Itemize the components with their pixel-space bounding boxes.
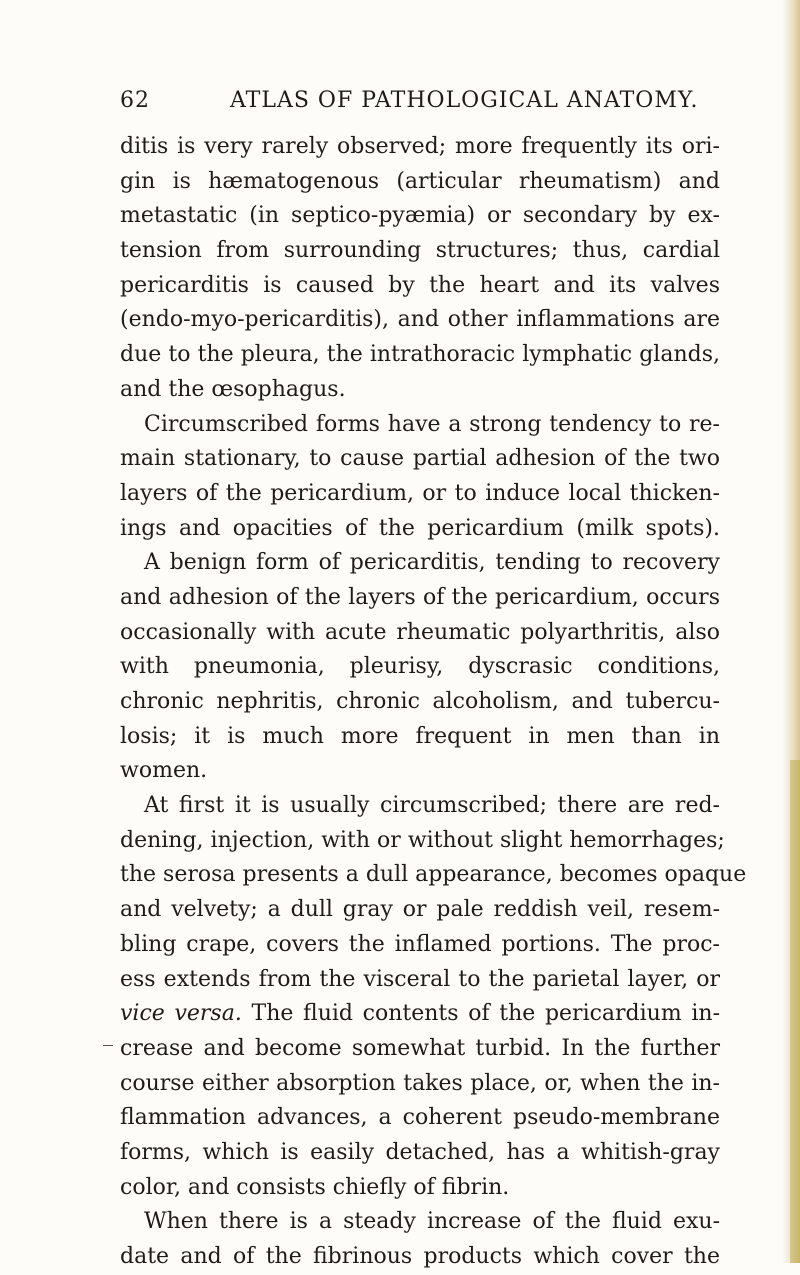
text-line: layers of the pericardium, or to induce local thicken- bbox=[120, 480, 720, 506]
margin-mark bbox=[103, 1045, 113, 1047]
page-edge-shading-lower bbox=[790, 760, 800, 1263]
text-line: date and of the fibrinous products which cover the bbox=[120, 1244, 720, 1269]
text-line: gin is hæmatogenous (articular rheumatism) and bbox=[120, 168, 720, 194]
text-line: Circumscribed forms have a strong tendency to re- bbox=[144, 411, 720, 437]
text-line: chronic nephritis, chronic alcoholism, and tubercu- bbox=[120, 689, 720, 714]
text-line: and the œsophagus. bbox=[120, 376, 346, 402]
text-line: ditis is very rarely observed; more frequently its ori- bbox=[120, 134, 720, 159]
text-line: main stationary, to cause partial adhesion of the two bbox=[120, 446, 720, 472]
text-line: and velvety; a dull gray or pale reddish veil, resem- bbox=[120, 897, 720, 923]
page-header bbox=[120, 88, 720, 124]
text-line: with pneumonia, pleurisy, dyscrasic conditions, bbox=[120, 654, 720, 680]
text-line: ess extends from the visceral to the parietal layer, or bbox=[120, 966, 720, 992]
text-line: crease and become somewhat turbid. In the further bbox=[120, 1035, 720, 1061]
text-line: and adhesion of the layers of the pericardium, occurs bbox=[120, 584, 720, 610]
text-line: due to the pleura, the intrathoracic lymphatic glands, bbox=[120, 342, 720, 368]
text-line: A benign form of pericarditis, tending to recovery bbox=[144, 550, 720, 576]
text-line: ings and opacities of the pericardium (milk spots). bbox=[120, 515, 720, 541]
text-line: course either absorption takes place, or, when the in- bbox=[120, 1070, 720, 1096]
text-line: women. bbox=[120, 758, 208, 784]
text-line-rest: The fluid contents of the pericardium in- bbox=[251, 1001, 721, 1027]
text-line: dening, injection, with or without slight hemorrhages; bbox=[120, 827, 725, 853]
body-text bbox=[120, 130, 747, 1275]
text-line: pericarditis is caused by the heart and its valves bbox=[120, 272, 720, 298]
text-line: (endo-myo-pericarditis), and other inflammations are bbox=[120, 307, 720, 333]
text-line: color, and consists chiefly of fibrin. bbox=[120, 1174, 510, 1200]
text-line: the serosa presents a dull appearance, becomes opaque bbox=[120, 862, 747, 888]
page-number: 62 bbox=[120, 88, 150, 113]
text-line: tension from surrounding structures; thus, cardial bbox=[120, 238, 720, 264]
running-head: ATLAS OF PATHOLOGICAL ANATOMY. bbox=[230, 88, 699, 113]
text-line: When there is a steady increase of the fluid exu- bbox=[144, 1209, 720, 1235]
text-line: occasionally with acute rheumatic polyarthritis, also bbox=[120, 619, 720, 645]
italic-phrase: vice versa. bbox=[120, 1001, 242, 1027]
text-line: bling crape, covers the inflamed portions. The proc- bbox=[120, 931, 720, 957]
text-line: At first it is usually circumscribed; there are red- bbox=[144, 793, 720, 819]
text-line-with-italic bbox=[120, 997, 720, 1032]
text-line: flammation advances, a coherent pseudo-membrane bbox=[120, 1105, 720, 1131]
text-line: metastatic (in septico-pyæmia) or secondary by ex- bbox=[120, 203, 720, 229]
text-line: forms, which is easily detached, has a whitish-gray bbox=[120, 1139, 720, 1165]
text-line: losis; it is much more frequent in men than in bbox=[120, 723, 720, 749]
